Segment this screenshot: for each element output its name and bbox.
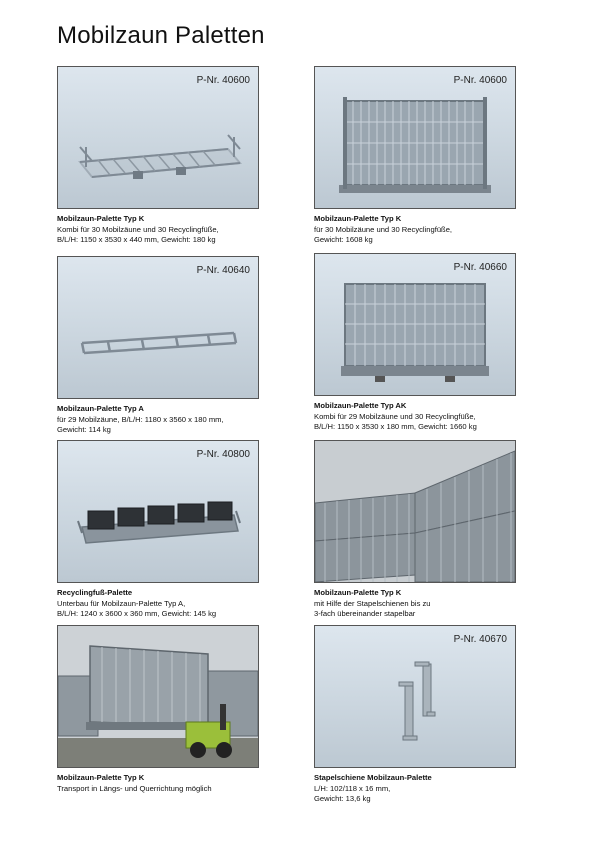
product-photo — [57, 256, 259, 399]
recycling-feet-pallet-image — [58, 441, 258, 582]
stacked-pallets-image — [315, 441, 515, 582]
product-desc-line: B/L/H: 1240 x 3600 x 360 mm, Gewicht: 145 kg — [57, 609, 217, 619]
product-photo — [314, 440, 516, 583]
product-desc-line: B/L/H: 1150 x 3530 x 440 mm, Gewicht: 180 kg — [57, 235, 216, 245]
product-desc-line: 3-fach übereinander stapelbar — [314, 609, 416, 619]
product-desc-line: Gewicht: 114 kg — [57, 425, 111, 435]
product-desc-line: mit Hilfe der Stapelschienen bis zu — [314, 598, 431, 608]
forklift-transport-image — [58, 626, 258, 767]
product-photo — [314, 66, 516, 209]
product-number: P-Nr. 40670 — [453, 634, 507, 645]
product-desc-line: Transport in Längs- und Querrichtung möglich — [57, 783, 212, 793]
product-desc-line: für 29 Mobilzäune, B/L/H: 1180 x 3560 x 180 mm, — [57, 414, 224, 424]
product-card — [57, 625, 259, 794]
product-number: P-Nr. 40600 — [196, 75, 250, 86]
product-number: P-Nr. 40800 — [196, 449, 250, 460]
product-number: P-Nr. 40600 — [453, 75, 507, 86]
product-desc-line: L/H: 102/118 x 16 mm, — [314, 783, 391, 793]
page-title: Mobilzaun Paletten — [57, 22, 265, 49]
product-desc-line: Unterbau für Mobilzaun-Palette Typ A, — [57, 598, 186, 608]
product-heading: Mobilzaun-Palette Typ K — [314, 214, 402, 223]
product-photo — [57, 625, 259, 768]
stacking-rail-image — [315, 626, 515, 767]
product-photo — [314, 253, 516, 396]
pallet-frame-image — [58, 67, 258, 208]
product-photo — [314, 625, 516, 768]
product-number: P-Nr. 40660 — [453, 262, 507, 273]
product-desc-line: für 30 Mobilzäune und 30 Recyclingfüße, — [314, 224, 453, 234]
product-heading: Stapelschiene Mobilzaun-Palette — [314, 773, 432, 782]
product-photo — [57, 440, 259, 583]
product-card — [57, 440, 259, 620]
product-heading: Mobilzaun-Palette Typ K — [314, 588, 402, 597]
product-card — [314, 625, 516, 805]
product-number: P-Nr. 40640 — [196, 265, 250, 276]
product-photo — [57, 66, 259, 209]
product-card — [314, 253, 516, 433]
product-heading: Recyclingfuß-Palette — [57, 588, 133, 597]
product-heading: Mobilzaun-Palette Typ A — [57, 404, 144, 413]
product-heading: Mobilzaun-Palette Typ K — [57, 773, 145, 782]
product-desc-line: Kombi für 29 Mobilzäune und 30 Recyclingfüße, — [314, 411, 476, 421]
product-heading: Mobilzaun-Palette Typ AK — [314, 401, 407, 410]
product-heading: Mobilzaun-Palette Typ K — [57, 214, 145, 223]
product-card — [57, 66, 259, 246]
product-card — [57, 256, 259, 436]
product-desc-line: Gewicht: 13,6 kg — [314, 794, 371, 804]
product-card — [314, 66, 516, 246]
product-desc-line: Kombi für 30 Mobilzäune und 30 Recyclingfüße, — [57, 224, 219, 234]
pallet-frame-image — [58, 257, 258, 398]
product-card — [314, 440, 516, 620]
loaded-pallet-image — [315, 254, 515, 395]
loaded-pallet-image — [315, 67, 515, 208]
product-desc-line: Gewicht: 1608 kg — [314, 235, 373, 245]
product-desc-line: B/L/H: 1150 x 3530 x 180 mm, Gewicht: 1660 kg — [314, 422, 477, 432]
